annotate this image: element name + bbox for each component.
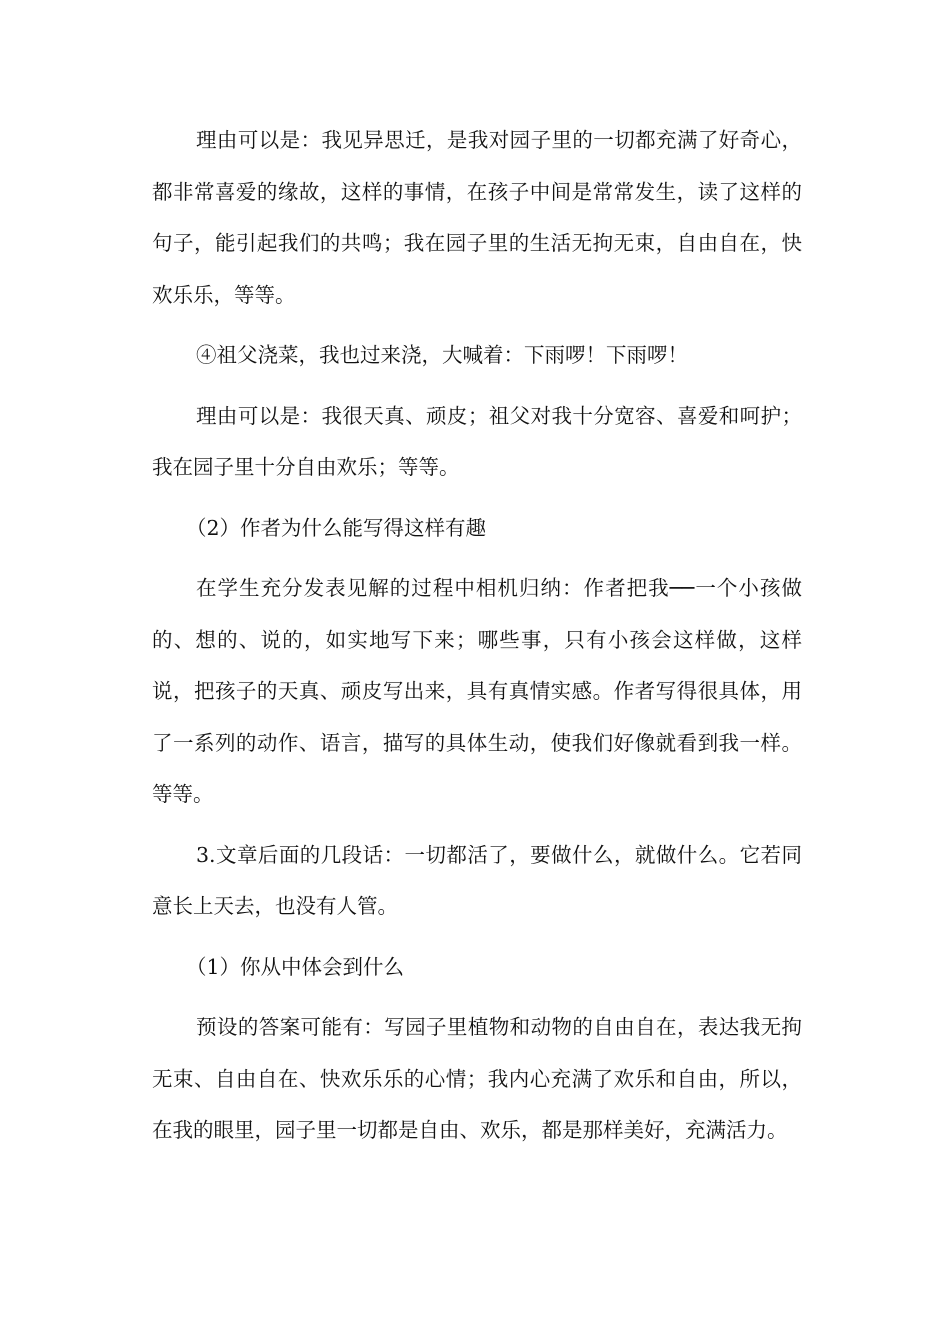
- paragraph-summary: 在学生充分发表见解的过程中相机归纳：作者把我──一个小孩做的、想的、说的，如实地写下来；哪些事，只有小孩会这样做，这样说，把孩子的天真、顽皮写出来，具有真情实感。作者写得很具体，用了一系列的动作、语言，描写的具体生动，使我们好像就看到我一样。等等。: [152, 576, 802, 806]
- document-body: [152, 115, 802, 1166]
- paragraph-reason-innocence: 理由可以是：我很天真、顽皮；祖父对我十分宽容、喜爱和呵护；我在园子里十分自由欢乐；等等。: [152, 403, 802, 479]
- subheading-why-interesting: （2）作者为什么能写得这样有趣: [186, 515, 487, 540]
- paragraph-example-watering: ④祖父浇菜，我也过来浇，大喊着：下雨啰！下雨啰！: [196, 343, 688, 367]
- paragraph-reason-curiosity: 理由可以是：我见异思迁，是我对园子里的一切都充满了好奇心，都非常喜爱的缘故，这样的事情，在孩子中间是常常发生，读了这样的句子，能引起我们的共鸣；我在园子里的生活无拘无束，自由自在，快欢乐乐，等等。: [152, 128, 802, 307]
- subheading-what-learned: （1）你从中体会到什么: [186, 954, 405, 979]
- paragraph-preset-answer: 预设的答案可能有：写园子里植物和动物的自由自在，表达我无拘无束、自由自在、快欢乐乐的心情；我内心充满了欢乐和自由，所以，在我的眼里，园子里一切都是自由、欢乐，都是那样美好，充满活力。: [152, 1015, 802, 1142]
- paragraph-question-3: 3.文章后面的几段话：一切都活了，要做什么，就做什么。它若同意长上天去，也没有人管。: [152, 842, 802, 918]
